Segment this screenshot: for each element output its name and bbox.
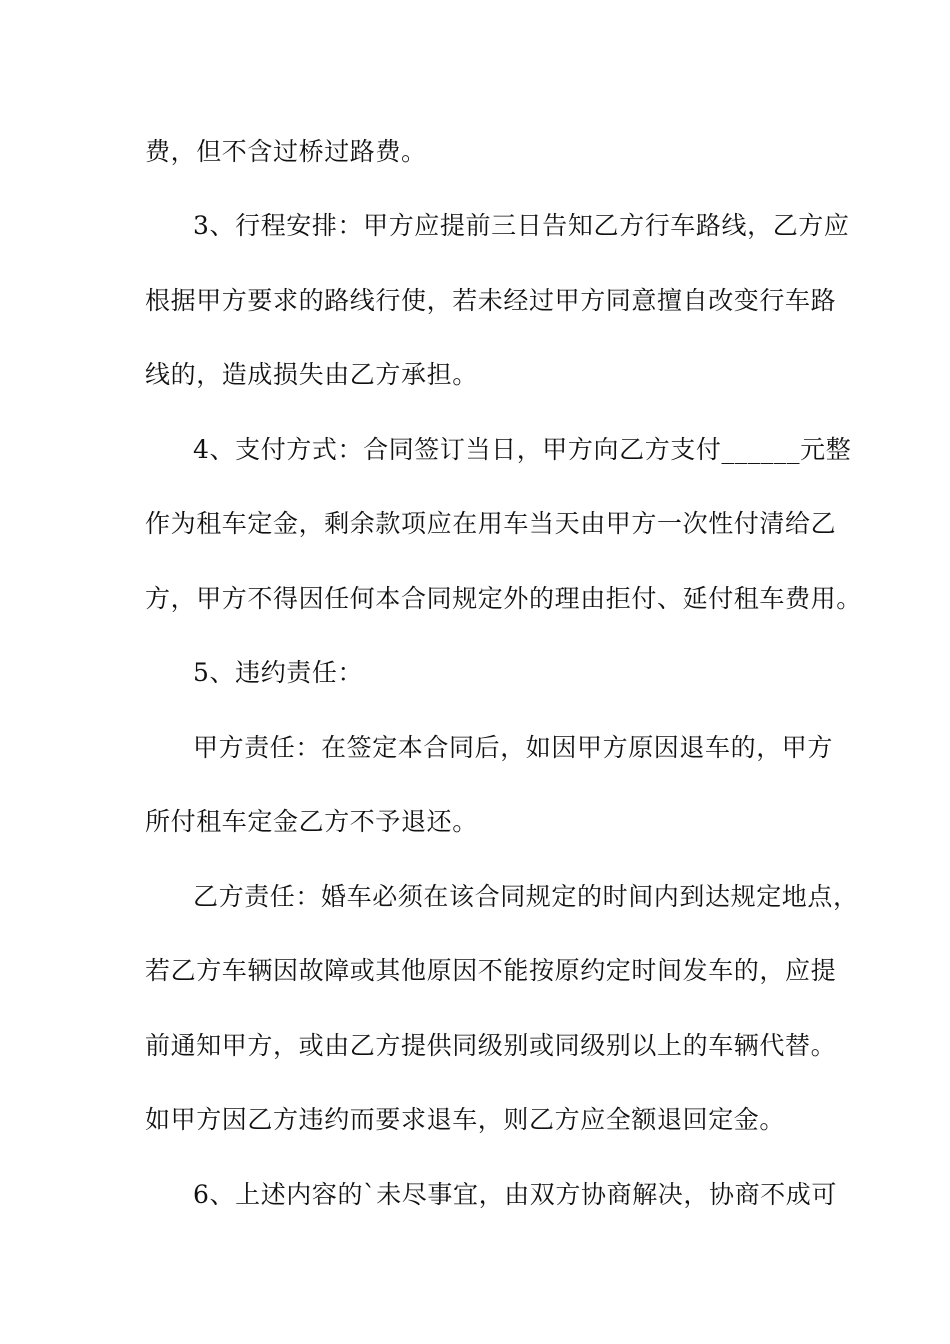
text-line: 线的，造成损失由乙方承担。 — [145, 360, 478, 389]
text-line: 根据甲方要求的路线行使，若未经过甲方同意擅自改变行车路 — [145, 286, 837, 315]
text-line: 5、违约责任： — [193, 658, 364, 687]
text-line: 方，甲方不得因任何本合同规定外的理由拒付、延付租车费用。 — [145, 584, 862, 613]
text-line: 如甲方因乙方违约而要求退车，则乙方应全额退回定金。 — [145, 1105, 786, 1134]
text-line: 乙方责任：婚车必须在该合同规定的时间内到达规定地点， — [193, 882, 859, 911]
text-line: 甲方责任：在签定本合同后，如因甲方原因退车的，甲方 — [193, 733, 834, 762]
text-line: 作为租车定金，剩余款项应在用车当天由甲方一次性付清给乙 — [145, 509, 837, 538]
text-line: 3、行程安排：甲方应提前三日告知乙方行车路线，乙方应 — [193, 211, 850, 240]
text-line: 前通知甲方，或由乙方提供同级别或同级别以上的车辆代替。 — [145, 1031, 837, 1060]
text-line: 6、上述内容的`未尽事宜，由双方协商解决，协商不成可 — [193, 1180, 838, 1209]
text-line: 若乙方车辆因故障或其他原因不能按原约定时间发车的，应提 — [145, 956, 837, 985]
text-line: 所付租车定金乙方不予退还。 — [145, 807, 478, 836]
text-line: 费，但不含过桥过路费。 — [145, 137, 427, 166]
text-line: 4、支付方式：合同签订当日，甲方向乙方支付______元整 — [193, 435, 852, 464]
